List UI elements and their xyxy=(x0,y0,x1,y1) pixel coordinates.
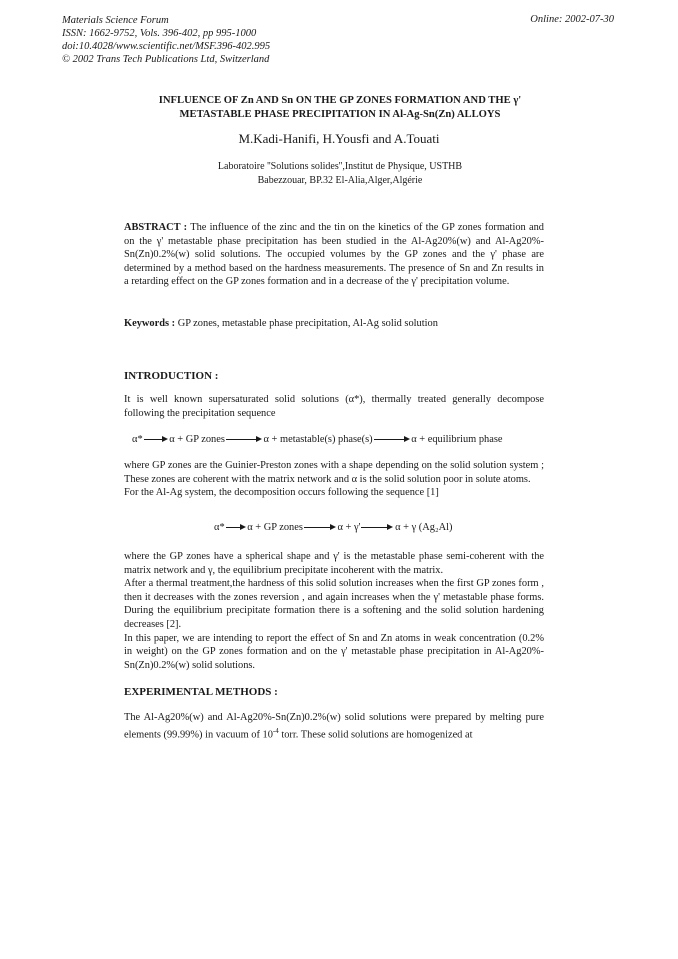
intro-paragraph-2a: where GP zones are the Guinier-Preston zones with a shape depending on the solid solution system ; These zones are coherent with the matrix network and α is the solid solution poor in solute atoms. xyxy=(124,460,544,485)
eq1-term-4: α + equilibrium phase xyxy=(411,434,503,445)
arrow-icon xyxy=(361,527,391,528)
arrow-icon xyxy=(304,527,334,528)
doi-line: doi:10.4028/www.scientific.net/MSF.396-402.995 xyxy=(62,41,271,52)
paper-title xyxy=(120,94,560,122)
keywords-text: GP zones, metastable phase precipitation, Al-Ag solid solution xyxy=(175,318,438,329)
arrow-icon xyxy=(226,439,260,440)
affiliation-line-1: Laboratoire ''Solutions solides'',Institut de Physique, USTHB xyxy=(217,161,463,172)
online-date: Online: 2002-07-30 xyxy=(530,14,614,25)
arrow-icon xyxy=(144,439,166,440)
eq1-term-1: α* xyxy=(132,434,143,445)
affiliation-line-2: Babezzouar, BP.32 El-Alia,Alger,Algérie xyxy=(257,175,423,186)
abstract-paragraph xyxy=(124,221,544,289)
precipitation-sequence-general xyxy=(132,434,503,445)
title-line-2: METASTABLE PHASE PRECIPITATION IN Al-Ag-Sn(Zn) ALLOYS xyxy=(179,109,501,120)
eq2-term-3: α + γ' xyxy=(337,522,361,533)
methods-paragraph-1 xyxy=(124,711,544,742)
intro-paragraph-1: It is well known supersaturated solid solutions (α*), thermally treated generally decompose following the precipitation sequence xyxy=(124,394,544,419)
intro-paragraph-3 xyxy=(124,550,544,672)
arrow-icon xyxy=(226,527,244,528)
eq2-term-2: α + GP zones xyxy=(247,522,303,533)
affiliation xyxy=(150,160,530,188)
abstract-label: ABSTRACT : xyxy=(124,222,188,233)
intro-paragraph-3c: In this paper, we are intending to report the effect of Sn and Zn atoms in weak concentration (0.2% in weight) on the GP zones formation and on the γ' metastable phase precipitation in Al-Ag20%-Sn(Zn)0.2%(w) solid solutions. xyxy=(124,632,544,671)
arrow-icon xyxy=(374,439,408,440)
copyright-line: © 2002 Trans Tech Publications Ltd, Switzerland xyxy=(62,54,270,65)
intro-paragraph-3b: After a thermal treatment,the hardness of this solid solution increases when the first GP zones form , then it decreases with the zones reversion , and again increases when the γ' metastable phase forms. During the equilibrium precipitate formation there is a softening and the solid solution hardening decreases [2]. xyxy=(124,578,544,630)
intro-paragraph-2 xyxy=(124,459,544,500)
intro-paragraph-3a: where the GP zones have a spherical shape and γ' is the metastable phase semi-coherent with the matrix network and γ, the equilibrium precipitate incoherent with the matrix. xyxy=(124,551,544,576)
precipitation-sequence-al-ag xyxy=(214,522,452,533)
keywords-label: Keywords : xyxy=(124,318,176,329)
eq1-term-2: α + GP zones xyxy=(169,434,225,445)
journal-header xyxy=(62,14,270,66)
methods-heading: EXPERIMENTAL METHODS : xyxy=(124,686,278,698)
author-list: M.Kadi-Hanifi, H.Yousfi and A.Touati xyxy=(238,131,440,146)
methods-text-a: The Al-Ag20%(w) and Al-Ag20%-Sn(Zn)0.2%(w) solid solutions were prepared by melting pure elements (99.99%) in vacuum of 10 xyxy=(124,712,544,741)
issn-line: ISSN: 1662-9752, Vols. 396-402, pp 995-1000 xyxy=(62,28,257,39)
introduction-heading: INTRODUCTION : xyxy=(124,370,219,382)
journal-name: Materials Science Forum xyxy=(62,15,169,26)
methods-exponent: -4 xyxy=(272,726,279,735)
title-line-1: INFLUENCE OF Zn AND Sn ON THE GP ZONES FORMATION AND THE γ' xyxy=(158,95,522,106)
eq1-term-3: α + metastable(s) phase(s) xyxy=(263,434,373,445)
eq2-term-4: α + γ (Ag₂Al) xyxy=(395,522,453,533)
intro-paragraph-2b: For the Al-Ag system, the decomposition occurs following the sequence [1] xyxy=(124,487,439,499)
methods-text-b: torr. These solid solutions are homogenized at xyxy=(278,729,473,741)
abstract-text: The influence of the zinc and the tin on the kinetics of the GP zones formation and on the γ' metastable phase precipitation has been studied in the Al-Ag20%(w) and Al-Ag20%-Sn(Zn)0.2%(w) solid solutions. The occupied volumes by the GP zones and the γ' phase are determined by a method based on the hardness measurements. The presence of Sn and Zn results in a retarding effect on the GP zones formation and in a decrease of the γ' precipitation volume. xyxy=(124,222,544,288)
keywords-paragraph xyxy=(124,317,544,331)
eq2-term-1: α* xyxy=(214,522,225,533)
